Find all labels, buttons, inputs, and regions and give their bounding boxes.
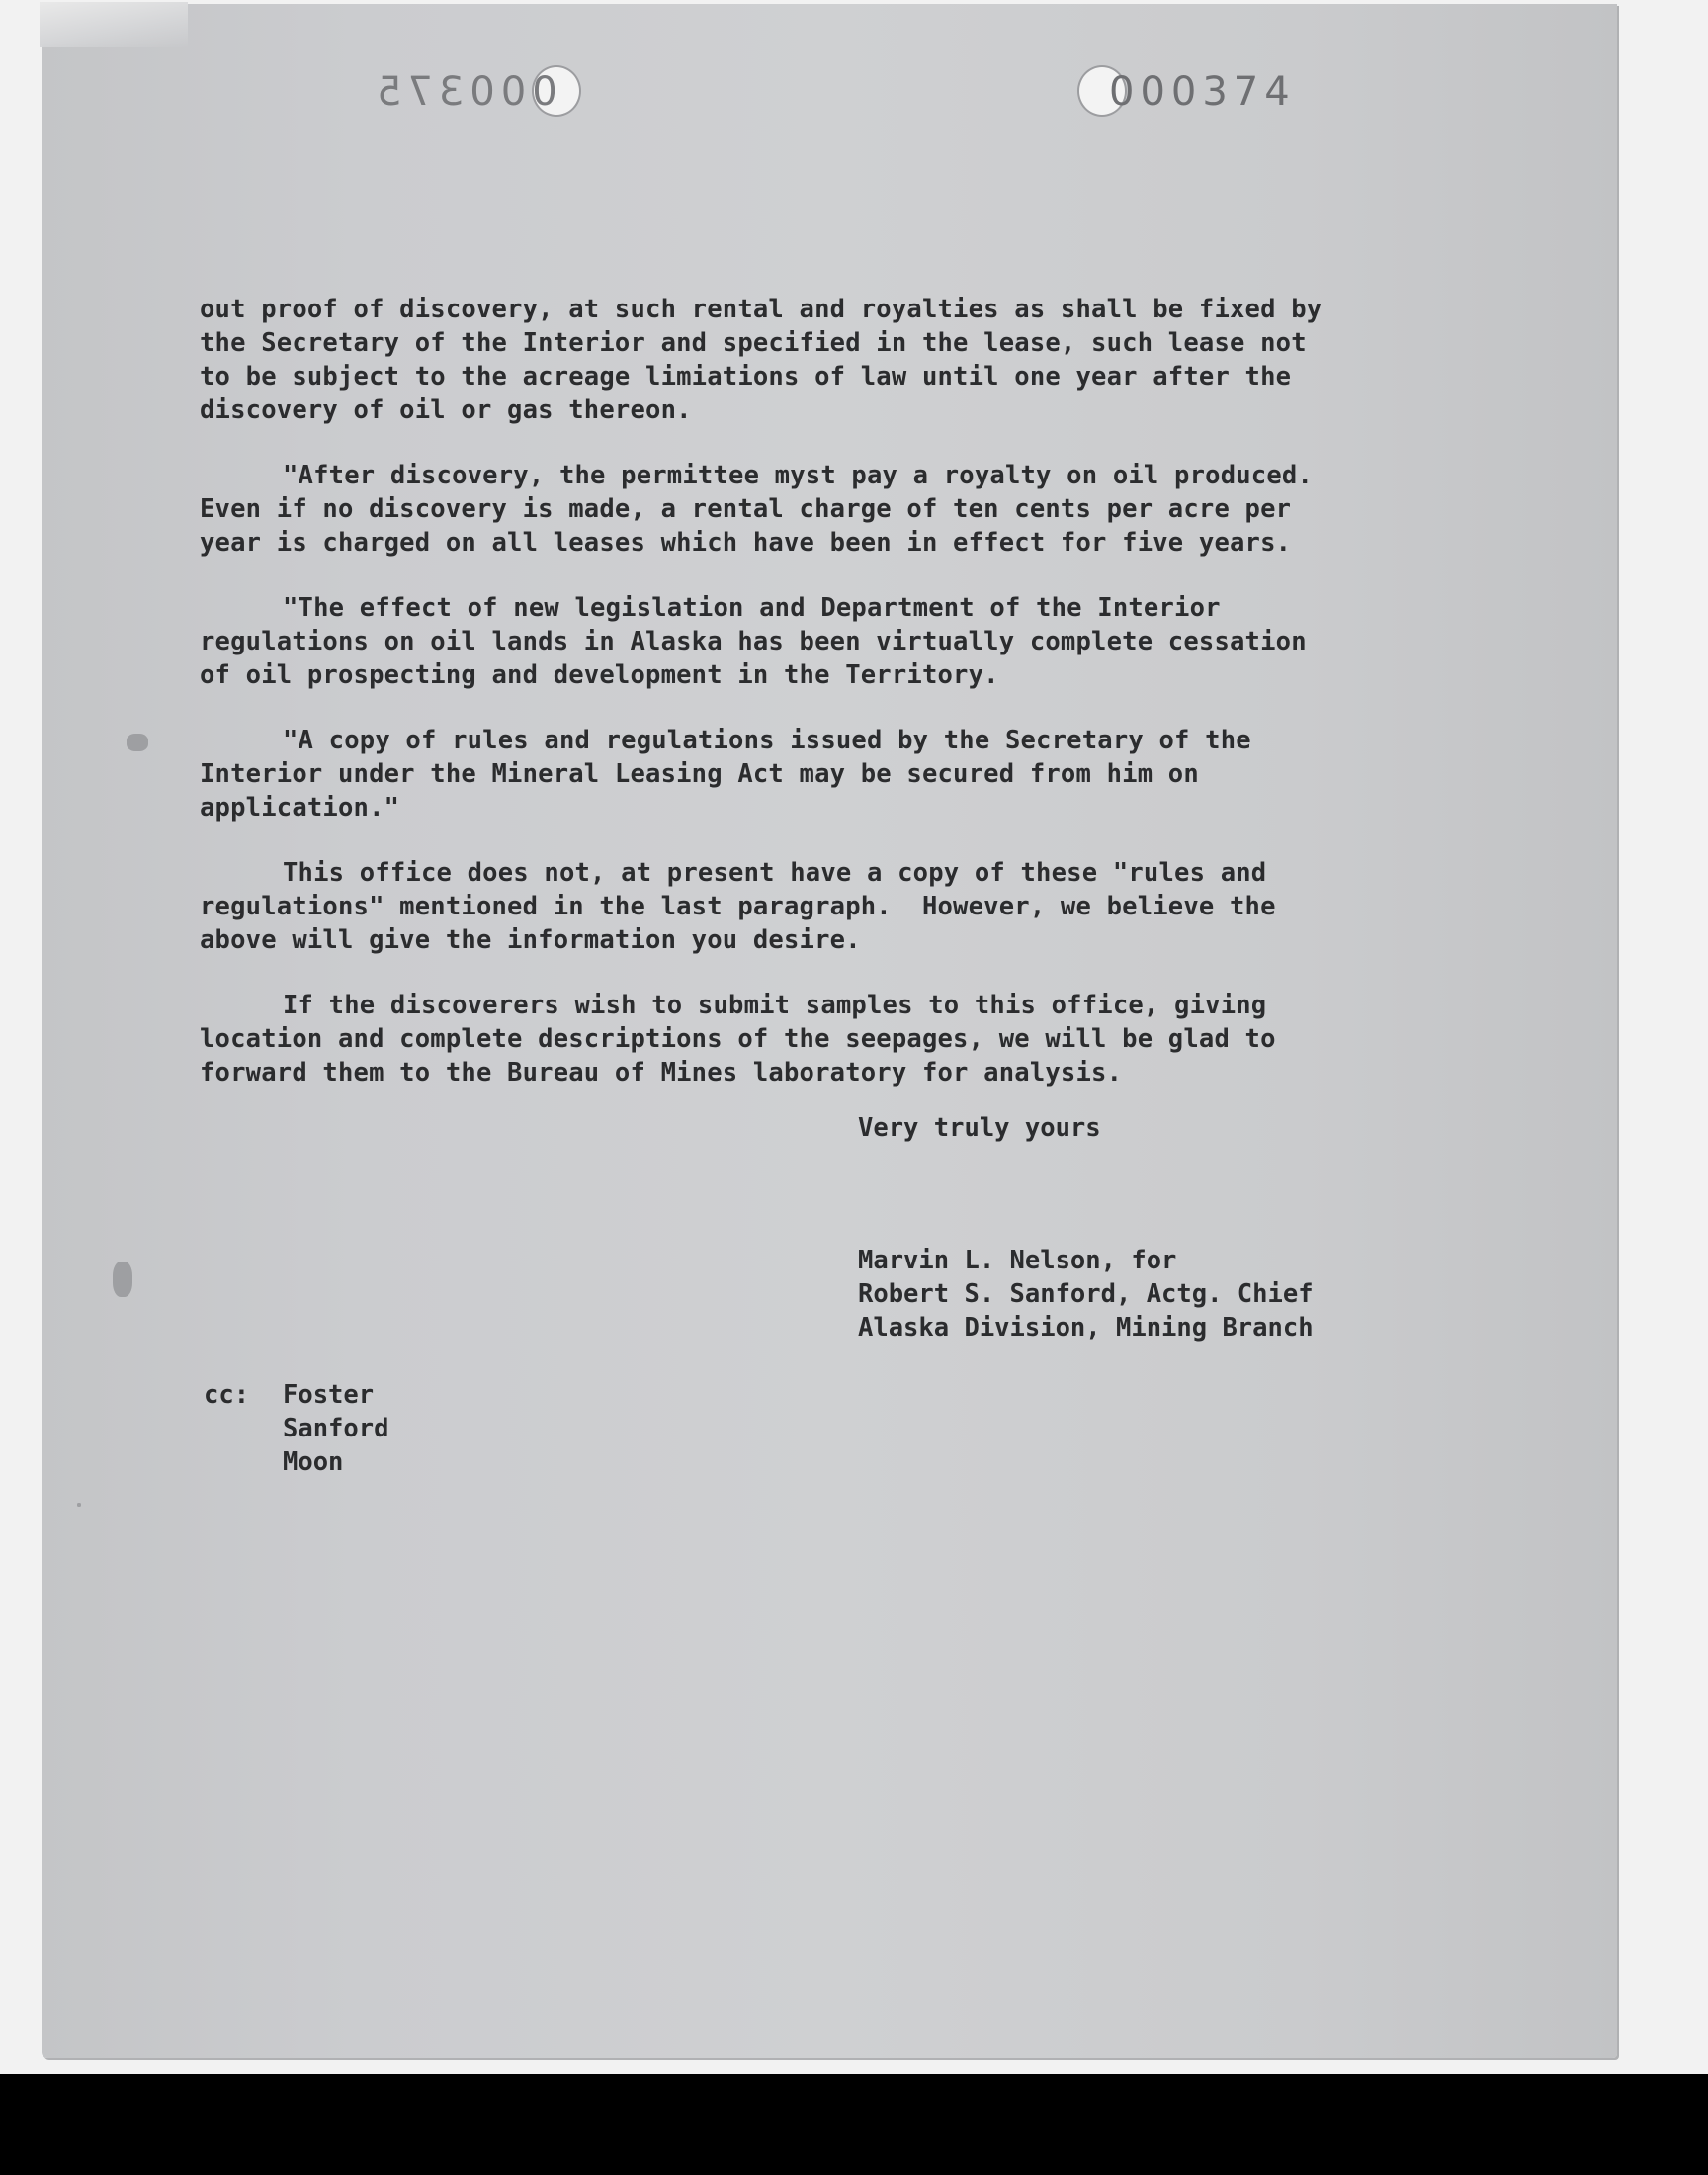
cc-label: cc: (204, 1380, 250, 1410)
paragraph-line: the Secretary of the Interior and specified in the lease, such lease not (200, 328, 1307, 358)
paragraph-line: above will give the information you desire. (200, 925, 861, 955)
paragraph-line: Interior under the Mineral Leasing Act may be secured from him on (200, 759, 1199, 789)
paragraph-line: discovery of oil or gas thereon. (200, 395, 692, 425)
letter-paragraph (200, 989, 1445, 1089)
signature-line: Alaska Division, Mining Branch (858, 1313, 1314, 1343)
paragraph-line: This office does not, at present have a copy of these "rules and (283, 858, 1267, 888)
signature-line: Marvin L. Nelson, for (858, 1246, 1177, 1275)
paragraph-line: regulations on oil lands in Alaska has been virtually complete cessation (200, 627, 1307, 656)
scan-speck (127, 734, 148, 751)
paragraph-line: location and complete descriptions of the seepages, we will be glad to (200, 1024, 1276, 1054)
scan-speck (77, 1503, 81, 1507)
letter-paragraph (200, 459, 1445, 560)
letter-body (200, 293, 1445, 1121)
paragraph-line: year is charged on all leases which have been in effect for five years. (200, 528, 1292, 558)
signature-line: Robert S. Sanford, Actg. Chief (858, 1279, 1314, 1309)
cc-recipient: Sanford (283, 1414, 389, 1443)
cc-recipient: Foster (283, 1380, 375, 1410)
paragraph-line: "A copy of rules and regulations issued by the Secretary of the (283, 726, 1251, 755)
paragraph-line: forward them to the Bureau of Mines laboratory for analysis. (200, 1058, 1123, 1088)
page-stamp-number: 000374 (1109, 69, 1296, 115)
paragraph-line: If the discoverers wish to submit samples to this office, giving (283, 991, 1267, 1020)
paragraph-line: of oil prospecting and development in the Territory. (200, 660, 999, 690)
paragraph-line: Even if no discovery is made, a rental charge of ten cents per acre per (200, 494, 1292, 524)
paragraph-line: "After discovery, the permittee myst pay a royalty on oil produced. (283, 461, 1314, 490)
cc-recipient-list (283, 1378, 388, 1479)
paragraph-line: out proof of discovery, at such rental and royalties as shall be fixed by (200, 295, 1323, 324)
letter-closing: Very truly yours (858, 1113, 1101, 1143)
scanner-bottom-band (0, 2074, 1708, 2175)
paragraph-line: "The effect of new legislation and Department of the Interior (283, 593, 1221, 623)
bleed-through-stamp-number: 000375 (371, 69, 557, 115)
letter-paragraph (200, 724, 1445, 825)
paragraph-line: application." (200, 793, 400, 823)
letter-paragraph (200, 293, 1445, 427)
scan-speck (113, 1262, 132, 1297)
paragraph-line: regulations" mentioned in the last paragraph. However, we believe the (200, 892, 1276, 921)
letter-paragraph (200, 856, 1445, 957)
paragraph-line: to be subject to the acreage limiations of law until one year after the (200, 362, 1292, 392)
cc-recipient: Moon (283, 1447, 344, 1477)
letter-paragraph (200, 591, 1445, 692)
signature-block (858, 1244, 1314, 1345)
